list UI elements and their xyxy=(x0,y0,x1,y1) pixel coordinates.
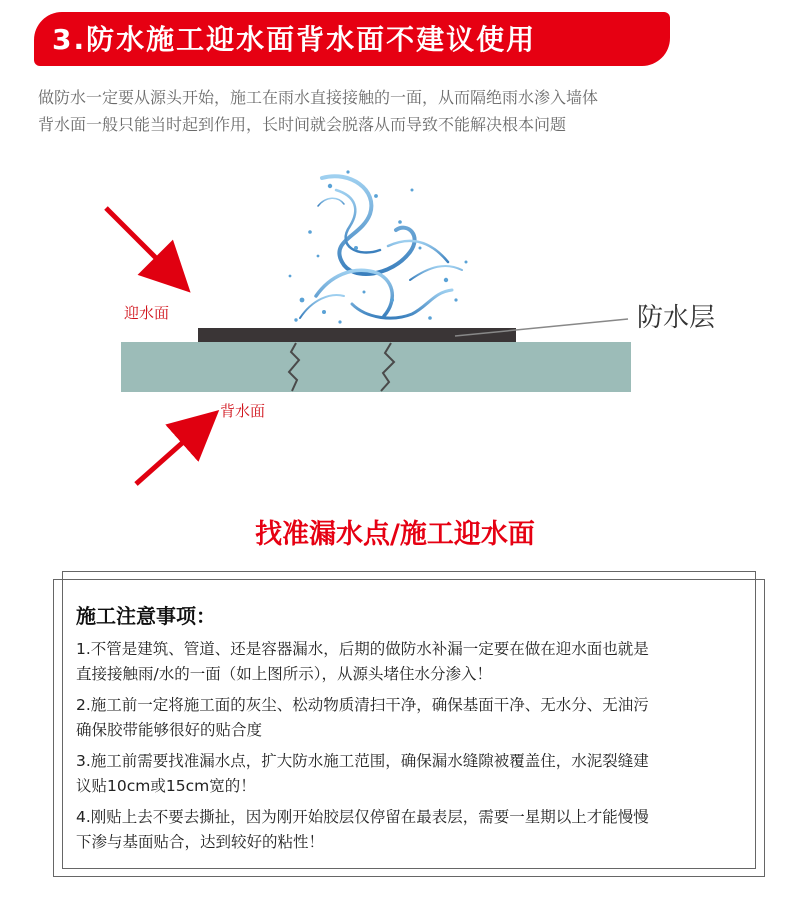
waterproof-layer-label: 防水层 xyxy=(637,303,716,333)
note-line: 议贴10cm或15cm宽的！ xyxy=(76,777,256,795)
arrow-face-icon xyxy=(106,208,180,282)
arrow-back-icon xyxy=(136,420,208,484)
face-water-label: 迎水面 xyxy=(124,304,170,322)
note-line: 2.施工前一定将施工面的灰尘、松动物质清扫干净，确保基面干净、无水分、无油污 xyxy=(76,696,649,714)
note-item xyxy=(76,637,746,687)
notes-title: 施工注意事项： xyxy=(76,604,216,628)
notes-list xyxy=(76,637,746,861)
section-title: 3.防水施工迎水面背水面不建议使用 xyxy=(52,23,537,56)
note-item xyxy=(76,749,746,799)
note-item xyxy=(76,805,746,855)
note-line: 下渗与基面贴合，达到较好的粘性！ xyxy=(76,833,325,851)
wall-slab xyxy=(121,342,631,392)
note-line: 直接接触雨/水的一面（如上图所示），从源头堵住水分渗入！ xyxy=(76,665,492,683)
layer-leader-line xyxy=(455,319,628,336)
intro-line: 做防水一定要从源头开始，施工在雨水直接接触的一面，从而隔绝雨水渗入墙体 xyxy=(38,88,599,107)
intro-line: 背水面一般只能当时起到作用，长时间就会脱落从而导致不能解决根本问题 xyxy=(38,115,567,134)
note-line: 1.不管是建筑、管道、还是容器漏水，后期的做防水补漏一定要在做在迎水面也就是 xyxy=(76,640,649,658)
note-line: 确保胶带能够很好的贴合度 xyxy=(76,721,263,739)
back-water-label: 背水面 xyxy=(220,402,266,420)
intro-text xyxy=(38,84,598,138)
water-splash-icon xyxy=(300,176,462,318)
note-line: 3.施工前需要找准漏水点，扩大防水施工范围，确保漏水缝隙被覆盖住，水泥裂缝建 xyxy=(76,752,649,770)
note-line: 4.刚贴上去不要去撕扯，因为刚开始胶层仅停留在最表层，需要一星期以上才能慢慢 xyxy=(76,808,649,826)
slogan: 找准漏水点/施工迎水面 xyxy=(255,519,535,550)
water-droplets xyxy=(289,170,468,323)
note-item xyxy=(76,693,746,743)
